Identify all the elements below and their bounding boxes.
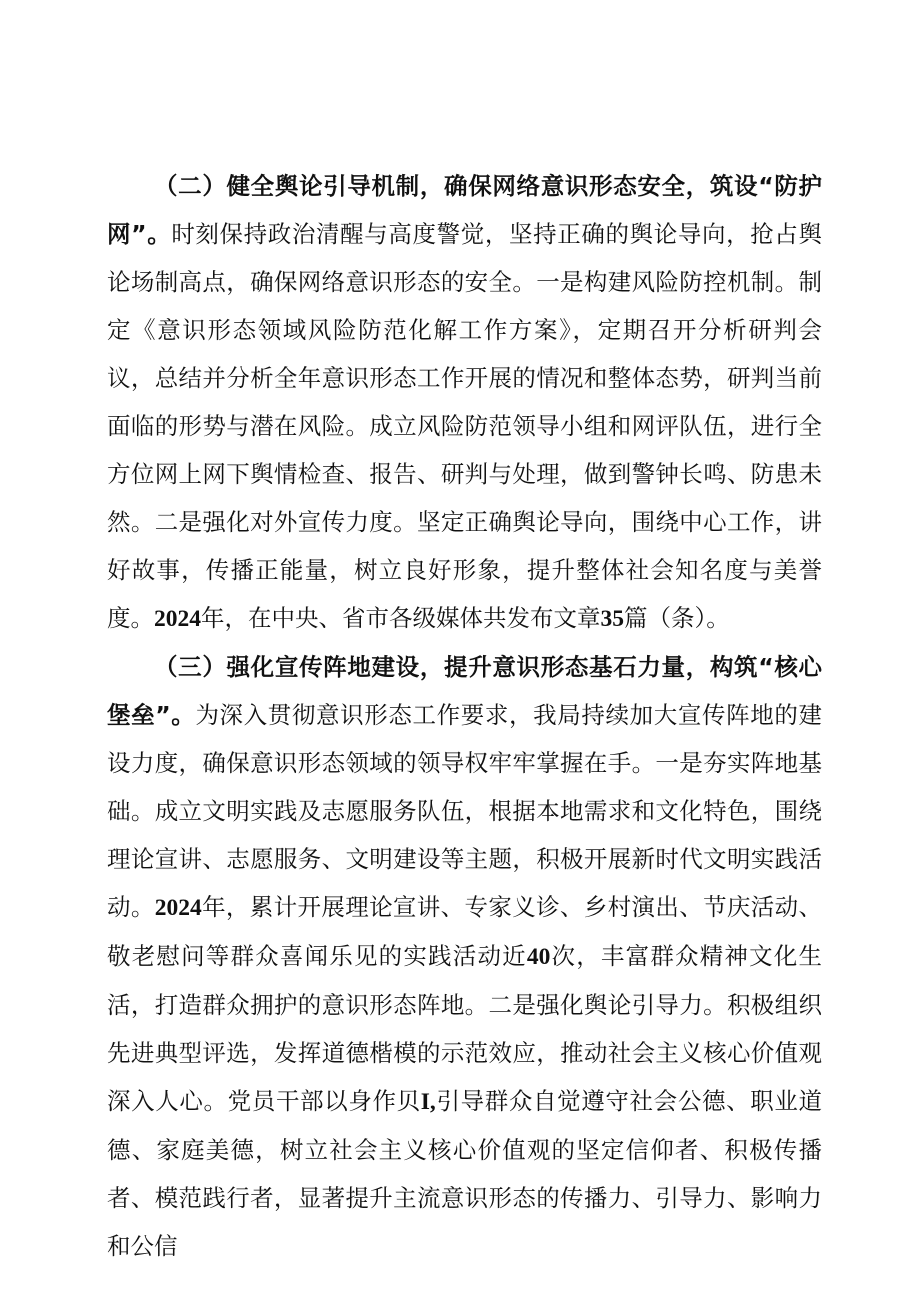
paragraph-text: 年，累计开展理论宣讲、专家义诊、乡村演出、节庆活动、敬老慰问等群众喜闻乐见的实践活动近 [107, 893, 823, 970]
paragraph-text: 次，丰富群众精神文化生活，打造群众拥护的意识形态阵地。二是强化舆论引导力。积极组织先进典型评选，发挥道德楷模的示范效应，推动社会主义核心价值观深入人心。党员干部以身作贝 [107, 942, 823, 1115]
paragraph-section-2 [107, 162, 822, 643]
paragraph-text: 为深入贯彻意识形态工作要求，我局持续加大宣传阵地的建设力度，确保意识形态领域的领导权牢牢掌握在手。一是夯实阵地基础。成立文明实践及志愿服务队伍，根据本地需求和文化特色，围绕理论宣讲、志愿服务、文明建设等主题，积极开展新时代文明实践活动。 [107, 701, 822, 921]
paragraph-text: 引导群众自觉遵守社会公德、职业道德、家庭美德，树立社会主义核心价值观的坚定信仰者、积极传播者、模范践行者，显著提升主流意识形态的传播力、引导力、影响力和公信 [107, 1087, 823, 1260]
activity-count-number: 40 [526, 944, 551, 970]
section-heading-3: （三）强化宣传阵地建设，提升意识形态基石力量，构筑“核心堡垒”。 [107, 653, 822, 729]
paragraph-text: 篇（条）。 [624, 604, 730, 632]
year-number: 2024 [154, 895, 202, 921]
article-count-number: 35 [600, 606, 624, 632]
paragraph-text: 年，在中央、省市各级媒体共发布文章 [201, 604, 601, 632]
paragraph-section-3 [107, 643, 822, 1270]
section-heading-2: （二）健全舆论引导机制，确保网络意识形态安全，筑设“防护网”。 [107, 172, 822, 248]
year-number: 2024 [154, 606, 201, 632]
typo-fragment: I, [420, 1089, 436, 1115]
paragraph-text: 时刻保持政治清醒与高度警觉，坚持正确的舆论导向，抢占舆论场制高点，确保网络意识形态的安全。一是构建风险防控机制。制定《意识形态领域风险防范化解工作方案》，定期召开分析研判会议，总结并分析全年意识形态工作开展的情况和整体态势，研判当前面临的形势与潜在风险。成立风险防范领导小组和网评队伍，进行全方位网上网下舆情检查、报告、研判与处理，做到警钟长鸣、防患未然。二是强化对外宣传力度。坚定正确舆论导向，围绕中心工作，讲好故事，传播正能量，树立良好形象，提升整体社会知名度与美誉度。 [107, 220, 822, 632]
document-body [107, 162, 822, 1270]
